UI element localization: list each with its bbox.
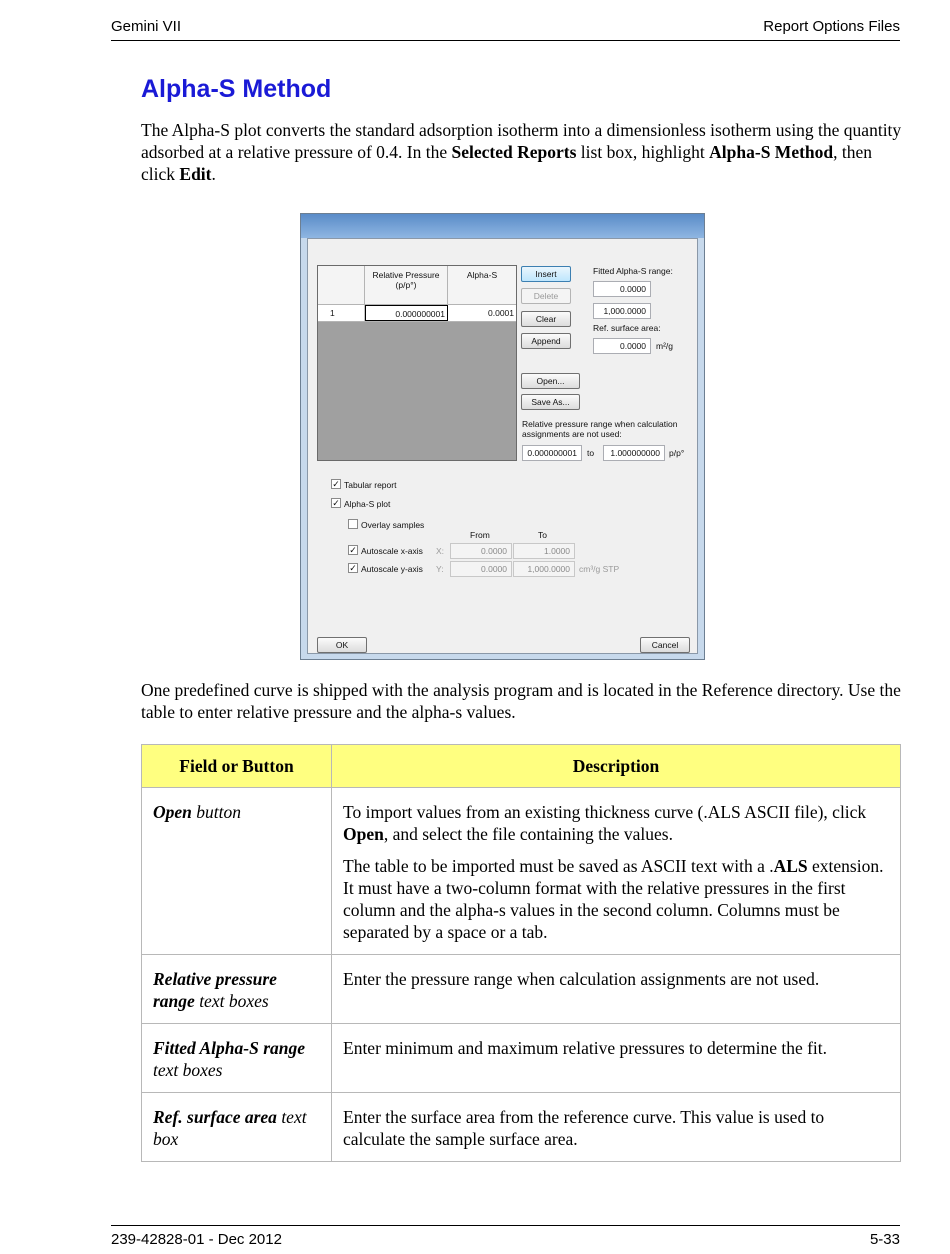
x-axis-to-field[interactable]: 1.0000 [513,543,575,559]
y-axis-from-field[interactable]: 0.0000 [450,561,512,577]
alpha-s-dialog-screenshot [300,213,705,660]
overlay-samples-checkbox[interactable] [348,519,358,529]
document-number: 239-42828-01 - Dec 2012 [111,1231,282,1248]
section-title: Alpha-S Method [141,75,332,103]
autoscale-y-label: Autoscale y-axis [361,564,423,574]
y-axis-to-field[interactable]: 1,000.0000 [513,561,575,577]
field-cell: Relative pressure range text boxes [142,955,332,1024]
relative-pressure-to-field[interactable]: 1.000000000 [603,445,665,461]
alpha-s-table[interactable] [317,265,517,461]
relative-pressure-unit: p/p° [669,448,685,458]
clear-button[interactable]: Clear [521,311,571,327]
ref-surface-area-label: Ref. surface area: [593,323,661,333]
description-cell: Enter the pressure range when calculation assignments are not used. [332,955,901,1024]
field-column-header: Field or Button [142,745,332,788]
autoscale-x-checkbox[interactable]: ✓ [349,545,357,555]
header-chapter: Report Options Files [763,18,900,35]
description-column-header: Description [332,745,901,788]
append-button[interactable]: Append [521,333,571,349]
ref-surface-area-unit: m²/g [656,341,673,351]
tabular-report-label: Tabular report [344,480,397,490]
x-axis-from-field[interactable]: 0.0000 [450,543,512,559]
alpha-s-plot-checkbox[interactable]: ✓ [332,498,340,508]
insert-button[interactable]: Insert [521,266,571,282]
autoscale-x-label: Autoscale x-axis [361,546,423,556]
intro-paragraph: The Alpha-S plot converts the standard adsorption isotherm into a dimensionless isotherm using the quantity adsorbed at a relative pressure of 0.4. In the Selected Reports list box, highlight Alpha-S Method, then click Edit. [141,120,902,184]
to-column-label: To [538,530,547,540]
ok-button[interactable]: OK [317,637,367,653]
table-row[interactable] [318,304,516,322]
y-axis-unit: cm³/g STP [579,564,620,574]
delete-button[interactable]: Delete [521,288,571,304]
dialog-client-area [307,238,698,654]
running-header [111,18,900,41]
fitted-max-field[interactable]: 1,000.0000 [593,303,651,319]
from-column-label: From [470,530,490,540]
relative-pressure-from-field[interactable]: 0.000000001 [522,445,582,461]
relative-pressure-range-label: Relative pressure range when calculation assignments are not used: [522,419,678,439]
overlay-samples-label: Overlay samples [361,520,425,530]
alpha-s-plot-label: Alpha-S plot [344,499,391,509]
column-header-alpha-s: Alpha-S [466,270,498,280]
ref-surface-area-field[interactable]: 0.0000 [593,338,651,354]
table-row [142,1024,901,1093]
header-product: Gemini VII [111,18,182,35]
table-row [142,955,901,1024]
description-cell: Enter minimum and maximum relative pressures to determine the fit. [332,1024,901,1093]
column-header-relative-pressure: Relative Pressure (p/p°) [365,266,448,304]
alpha-s-cell[interactable]: 0.0001 [488,308,514,318]
row-number: 1 [318,305,365,321]
row-number-header [318,266,365,304]
dialog-titlebar [301,214,704,238]
cancel-button[interactable]: Cancel [640,637,690,653]
running-footer [111,1225,900,1251]
range-to-label: to [587,448,595,458]
y-axis-label: Y: [436,564,444,574]
tabular-report-checkbox[interactable]: ✓ [332,479,340,489]
x-axis-label: X: [436,546,445,556]
pressure-cell[interactable]: 0.000000001 [365,305,448,321]
description-text: To import values from an existing thickness curve (.ALS ASCII file), click Open, and select the file containing the values. [343,802,867,844]
open-button[interactable]: Open... [521,373,580,389]
table-row [142,1093,901,1162]
table-header-row [142,745,901,788]
table-row [142,788,901,955]
fitted-range-label: Fitted Alpha-S range: [593,266,673,276]
description-text: The table to be imported must be saved as ASCII text with a .ALS extension. It must have a two-column format with the relative pressures in the first column and the alpha-s values in the second column. Columns must be separated by a space or a tab. [343,856,884,942]
table-header [318,266,516,304]
field-cell: Ref. surface area text box [142,1093,332,1162]
fitted-min-field[interactable]: 0.0000 [593,281,651,297]
description-cell [332,788,901,955]
field-cell: Open button [142,788,332,955]
field-description-table [141,744,901,1162]
save-as-button[interactable]: Save As... [521,394,580,410]
autoscale-y-checkbox[interactable]: ✓ [349,563,357,573]
page-number: 5-33 [869,1231,900,1248]
description-cell: Enter the surface area from the reference curve. This value is used to calculate the sample surface area. [332,1093,901,1162]
predefined-curve-paragraph: One predefined curve is shipped with the analysis program and is located in the Reference directory. Use the table to enter relative pressure and the alpha-s values. [141,680,901,722]
field-cell: Fitted Alpha-S range text boxes [142,1024,332,1093]
